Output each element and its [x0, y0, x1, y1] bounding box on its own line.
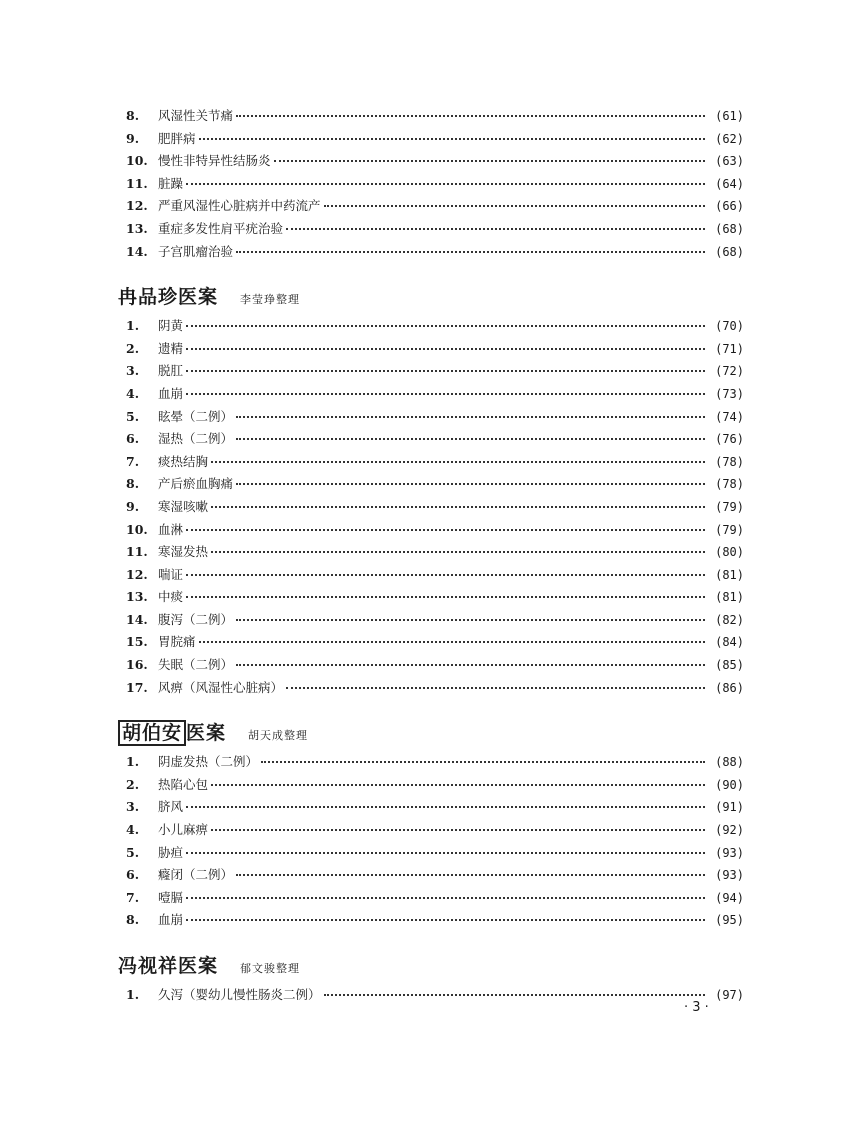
entry-page-number: (86)	[715, 680, 744, 695]
toc-entry	[118, 587, 744, 610]
entry-number: 4.	[126, 822, 140, 838]
toc-entry	[118, 384, 744, 407]
toc-entry	[118, 407, 744, 430]
dot-leader	[211, 461, 705, 463]
entry-title: 严重风湿性心脏病并中药流产	[158, 198, 321, 214]
entry-number: 7.	[126, 453, 140, 469]
section-title-suffix: 医案	[186, 722, 227, 745]
entry-page-number: (74)	[715, 409, 744, 424]
entry-title: 喘证	[158, 566, 184, 582]
entry-page-number: (84)	[715, 635, 744, 650]
section-spacer	[118, 264, 744, 276]
entry-page-number: (94)	[715, 890, 744, 905]
entry-title: 噎膈	[158, 889, 184, 905]
entry-page-number: (92)	[715, 823, 744, 838]
entry-number: 5.	[126, 408, 140, 424]
entry-number: 3.	[126, 363, 140, 379]
entry-number: 4.	[126, 385, 140, 401]
entry-page-number: (68)	[715, 221, 744, 236]
section-title: 冉品珍医案	[118, 286, 219, 309]
dot-leader	[286, 687, 705, 689]
entry-page-number: (61)	[715, 109, 744, 123]
toc-entry	[118, 565, 744, 588]
section-header	[118, 276, 744, 316]
entry-page-number: (81)	[715, 567, 744, 582]
entry-page-number: (90)	[715, 777, 744, 792]
entry-page-number: (63)	[715, 154, 744, 169]
dot-leader	[236, 874, 705, 876]
section-title	[118, 718, 226, 745]
entry-page-number: (95)	[715, 913, 744, 928]
dot-leader	[186, 183, 705, 185]
toc-entry	[118, 497, 744, 520]
entry-page-number: (78)	[715, 477, 744, 492]
entry-number: 14.	[126, 611, 148, 627]
boxed-author-name: 胡伯安	[118, 720, 186, 746]
entry-number: 8.	[126, 476, 140, 492]
entry-number: 1.	[126, 754, 140, 770]
toc-entry	[118, 678, 744, 701]
entry-title: 阴虚发热（二例）	[158, 754, 259, 770]
dot-leader	[211, 551, 705, 553]
section-header	[118, 712, 744, 752]
dot-leader	[211, 784, 705, 786]
entry-title: 阴黄	[158, 318, 184, 334]
entry-number: 1.	[126, 318, 140, 334]
entry-number: 7.	[126, 889, 140, 905]
entry-title: 产后瘀血胸痛	[158, 476, 234, 492]
entry-number: 17.	[126, 679, 148, 695]
entry-page-number: (64)	[715, 176, 744, 191]
section-title: 冯视祥医案	[118, 955, 219, 977]
entry-page-number: (93)	[715, 845, 744, 860]
toc-entry	[118, 632, 744, 655]
entry-number: 15.	[126, 634, 148, 650]
entry-page-number: (70)	[715, 319, 744, 334]
toc-entry	[118, 752, 744, 775]
entry-page-number: (62)	[715, 131, 744, 146]
entry-number: 13.	[126, 589, 148, 605]
dot-leader	[186, 897, 705, 899]
dot-leader	[186, 325, 705, 327]
dot-leader	[186, 393, 705, 395]
dot-leader	[211, 829, 705, 831]
entry-title: 风湿性关节痛	[158, 108, 234, 123]
entry-title: 遗精	[158, 340, 184, 356]
entry-title: 血淋	[158, 521, 184, 537]
toc-entry	[118, 797, 744, 820]
entry-title: 肥胖病	[158, 130, 196, 146]
entry-title: 久泻（婴幼儿慢性肠炎二例）	[158, 987, 321, 1002]
dot-leader	[186, 529, 705, 531]
dot-leader	[236, 619, 705, 621]
entry-number: 8.	[126, 912, 140, 928]
entry-page-number: (80)	[715, 545, 744, 560]
entry-title: 胃脘痛	[158, 634, 196, 650]
entry-title: 痰热结胸	[158, 453, 209, 469]
entry-title: 脏躁	[158, 175, 184, 191]
dot-leader	[186, 348, 705, 350]
entry-page-number: (93)	[715, 868, 744, 883]
entry-number: 16.	[126, 657, 148, 673]
entry-title: 胁疸	[158, 844, 184, 860]
section-editor: 胡天成整理	[248, 729, 309, 743]
entry-number: 1.	[126, 987, 140, 1002]
entry-number: 6.	[126, 431, 140, 447]
entry-number: 2.	[126, 776, 140, 792]
dot-leader	[236, 416, 705, 418]
dot-leader	[236, 438, 705, 440]
toc-entry	[118, 655, 744, 678]
toc-entry	[118, 865, 744, 888]
entry-number: 2.	[126, 340, 140, 356]
entry-number: 10.	[126, 521, 148, 537]
entry-page-number: (79)	[715, 499, 744, 514]
entry-number: 13.	[126, 220, 148, 236]
section-spacer	[118, 933, 744, 945]
entry-title: 风痹（风湿性心脏病）	[158, 679, 284, 695]
entry-title: 小儿麻痹	[158, 822, 209, 838]
dot-leader	[199, 641, 705, 643]
toc-entry	[118, 888, 744, 911]
toc-entry	[118, 361, 744, 384]
toc-entry	[118, 775, 744, 798]
dot-leader	[236, 664, 705, 666]
entry-number: 3.	[126, 799, 140, 815]
dot-leader	[324, 205, 705, 207]
dot-leader	[236, 483, 705, 485]
dot-leader	[324, 994, 705, 996]
toc-entry	[118, 985, 744, 1008]
entry-page-number: (71)	[715, 341, 744, 356]
entry-title: 中痰	[158, 589, 184, 605]
entry-title: 子宫肌瘤治验	[158, 243, 234, 259]
entry-title: 失眠（二例）	[158, 657, 234, 673]
entry-number: 10.	[126, 153, 148, 169]
entry-title: 湿热（二例）	[158, 431, 234, 447]
section-header	[118, 945, 744, 985]
entry-number: 9.	[126, 498, 140, 514]
dot-leader	[186, 370, 705, 372]
dot-leader	[186, 806, 705, 808]
entry-page-number: (78)	[715, 454, 744, 469]
entry-number: 11.	[126, 175, 148, 191]
entry-title: 癃闭（二例）	[158, 867, 234, 883]
entry-title: 脐风	[158, 799, 184, 815]
dot-leader	[186, 574, 705, 576]
entry-number: 12.	[126, 566, 148, 582]
toc-entry	[118, 129, 744, 152]
toc-entry	[118, 820, 744, 843]
dot-leader	[186, 596, 705, 598]
entry-number: 14.	[126, 243, 148, 259]
entry-number: 5.	[126, 844, 140, 860]
entry-page-number: (76)	[715, 432, 744, 447]
entry-title: 脱肛	[158, 363, 184, 379]
dot-leader	[274, 160, 705, 162]
toc-entry	[118, 339, 744, 362]
toc-entry	[118, 452, 744, 475]
dot-leader	[236, 115, 705, 117]
dot-leader	[199, 138, 705, 140]
entry-title: 寒湿咳嗽	[158, 498, 209, 514]
toc-entry	[118, 151, 744, 174]
dot-leader	[211, 506, 705, 508]
entry-title: 腹泻（二例）	[158, 611, 234, 627]
entry-page-number: (85)	[715, 658, 744, 673]
entry-page-number: (97)	[715, 988, 744, 1002]
entry-page-number: (82)	[715, 612, 744, 627]
toc-entry	[118, 196, 744, 219]
toc-entry	[118, 316, 744, 339]
toc-entry	[118, 219, 744, 242]
entry-page-number: (73)	[715, 386, 744, 401]
section-editor: 李莹琤整理	[240, 293, 301, 307]
entry-title: 血崩	[158, 385, 184, 401]
entry-page-number: (88)	[715, 755, 744, 770]
entry-number: 8.	[126, 108, 140, 123]
section-spacer	[118, 700, 744, 712]
entry-number: 12.	[126, 198, 148, 214]
entry-title: 寒湿发热	[158, 544, 209, 560]
entry-page-number: (68)	[715, 244, 744, 259]
entry-page-number: (91)	[715, 800, 744, 815]
dot-leader	[186, 919, 705, 921]
toc-entry	[118, 106, 744, 129]
dot-leader	[261, 761, 705, 763]
section-editor: 郁文骏整理	[240, 962, 301, 975]
entry-number: 9.	[126, 130, 140, 146]
toc-entry	[118, 474, 744, 497]
entry-page-number: (81)	[715, 590, 744, 605]
toc-entry	[118, 610, 744, 633]
entry-title: 慢性非特异性结肠炎	[158, 153, 271, 169]
toc-entry	[118, 242, 744, 265]
table-of-contents	[118, 106, 744, 1008]
entry-page-number: (79)	[715, 522, 744, 537]
entry-page-number: (66)	[715, 199, 744, 214]
entry-page-number: (72)	[715, 364, 744, 379]
entry-title: 重症多发性肩平疣治验	[158, 220, 284, 236]
dot-leader	[236, 251, 705, 253]
entry-title: 眩晕（二例）	[158, 408, 234, 424]
toc-entry	[118, 542, 744, 565]
entry-title: 血崩	[158, 912, 184, 928]
entry-title: 热陷心包	[158, 776, 209, 792]
dot-leader	[186, 852, 705, 854]
toc-entry	[118, 174, 744, 197]
toc-entry	[118, 910, 744, 933]
toc-entry	[118, 429, 744, 452]
entry-number: 11.	[126, 544, 148, 560]
toc-entry	[118, 520, 744, 543]
page-number: · 3 ·	[684, 1000, 709, 1015]
entry-number: 6.	[126, 867, 140, 883]
toc-entry	[118, 843, 744, 866]
dot-leader	[286, 228, 705, 230]
